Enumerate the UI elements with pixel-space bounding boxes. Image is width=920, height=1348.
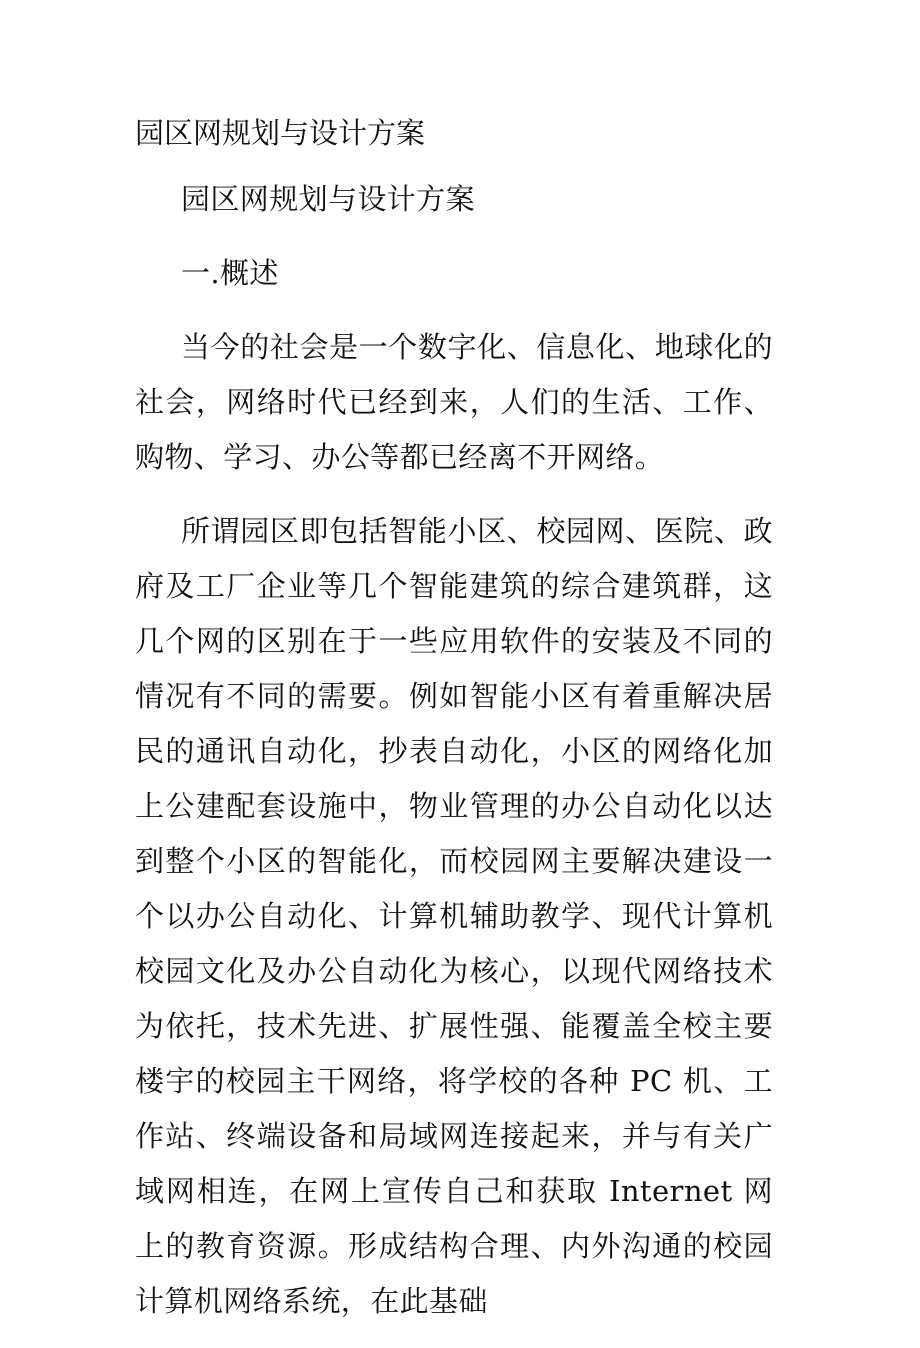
paragraph-intro: 当今的社会是一个数字化、信息化、地球化的社会，网络时代已经到来，人们的生活、工作、购物、学习、办公等都已经离不开网络。	[135, 330, 773, 474]
document-title: 园区网规划与设计方案	[135, 116, 426, 150]
paragraph-campus-definition: 所谓园区即包括智能小区、校园网、医院、政府及工厂企业等几个智能建筑的综合建筑群，这几个网的区别在于一些应用软件的安装及不同的情况有不同的需要。例如智能小区有着重解决居民的通讯自动化，抄表自动化，小区的网络化加上公建配套设施中，物业管理的办公自动化以达到整个小区的智能化，而校园网主要解决建设一个以办公自动化、计算机辅助教学、现代计算机校园文化及办公自动化为核心，以现代网络技术为依托，技术先进、扩展性强、能覆盖全校主要楼宇的校园主干网络，将学校的各种 PC 机、工作站、终端设备和局域网连接起来，并与有关广域网相连，在网上宣传自己和获取 Internet 网上的教育资源。形成结构合理、内外沟通的校园计算机网络系统，在此基础	[135, 514, 773, 1318]
section-heading: 一.概述	[181, 256, 279, 290]
document-body	[135, 172, 773, 1348]
document-subtitle: 园区网规划与设计方案	[181, 182, 476, 216]
